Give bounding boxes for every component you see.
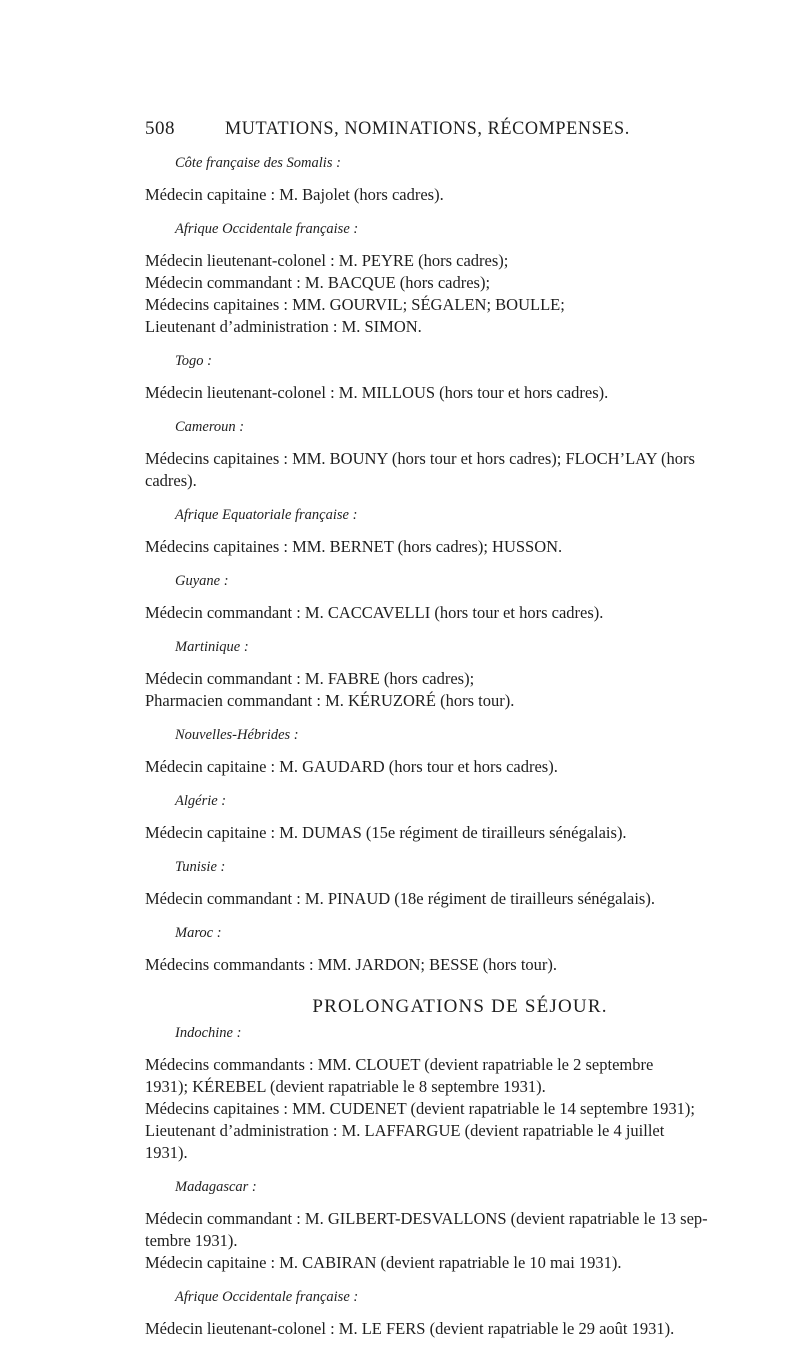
section-line: Médecins capitaines : MM. CUDENET (devient rapatriable le 14 septembre 1931); <box>145 1099 695 1118</box>
section-title: Martinique : <box>175 639 249 655</box>
section-title: Afrique Equatoriale française : <box>175 507 358 523</box>
section-line: Médecin capitaine : M. CABIRAN (devient rapatriable le 10 mai 1931). <box>145 1253 622 1272</box>
section-line: Médecin commandant : M. PINAUD (18e régiment de tirailleurs sénégalais). <box>145 889 655 908</box>
section-line: Médecin capitaine : M. Bajolet (hors cadres). <box>145 185 444 204</box>
section-line: tembre 1931). <box>145 1231 238 1250</box>
section-block <box>145 570 655 624</box>
section-title: Afrique Occidentale française : <box>175 1289 359 1305</box>
section-line: 1931). <box>145 1143 188 1162</box>
section-line: Médecin lieutenant-colonel : M. LE FERS (devient rapatriable le 29 août 1931). <box>145 1319 675 1338</box>
section-block <box>145 1176 708 1274</box>
page-header <box>145 118 655 148</box>
section-line: Médecin commandant : M. FABRE (hors cadres); <box>145 669 475 688</box>
section-title: Côte française des Somalis : <box>175 155 341 171</box>
section-title: Maroc : <box>175 925 222 941</box>
section-line: Médecin commandant : M. BACQUE (hors cadres); <box>145 273 491 292</box>
section-title: Indochine : <box>175 1025 242 1041</box>
section-line: Médecins capitaines : MM. BERNET (hors cadres); HUSSON. <box>145 537 563 556</box>
section-block <box>145 1022 695 1164</box>
section-title: Algérie : <box>175 793 227 809</box>
section-block <box>145 1286 675 1340</box>
section-block <box>145 724 655 778</box>
section-line: Médecin capitaine : M. DUMAS (15e régiment de tirailleurs sénégalais). <box>145 823 627 842</box>
section-line: Médecin lieutenant-colonel : M. PEYRE (hors cadres); <box>145 251 509 270</box>
section-block <box>145 856 655 910</box>
section-title: Togo : <box>175 353 212 369</box>
section-block <box>145 416 695 492</box>
prolongations-heading: PROLONGATIONS DE SÉJOUR. <box>312 996 608 1017</box>
prolongations-sections <box>145 1022 708 1340</box>
section-block <box>145 636 655 712</box>
section-line: 1931); KÉREBEL (devient rapatriable le 8 septembre 1931). <box>145 1077 546 1096</box>
section-block <box>145 350 655 404</box>
section-line: Médecins commandants : MM. CLOUET (devient rapatriable le 2 septembre <box>145 1055 654 1074</box>
section-block <box>145 922 655 976</box>
section-line: Médecins commandants : MM. JARDON; BESSE (hors tour). <box>145 955 558 974</box>
section-line: cadres). <box>145 471 197 490</box>
section-title: Guyane : <box>175 573 229 589</box>
running-title: MUTATIONS, NOMINATIONS, RÉCOMPENSES. <box>225 118 630 139</box>
section-title: Cameroun : <box>175 419 245 435</box>
section-block <box>145 218 655 338</box>
section-title: Nouvelles-Hébrides : <box>175 727 299 743</box>
page-number: 508 <box>145 118 175 139</box>
section-line: Médecin lieutenant-colonel : M. MILLOUS (hors tour et hors cadres). <box>145 383 609 402</box>
section-line: Médecin capitaine : M. GAUDARD (hors tour et hors cadres). <box>145 757 558 776</box>
section-title: Madagascar : <box>175 1179 257 1195</box>
section-line: Médecins capitaines : MM. BOUNY (hors tour et hors cadres); FLOCH’LAY (hors <box>145 449 695 468</box>
section-block <box>145 152 655 206</box>
section-title: Afrique Occidentale française : <box>175 221 359 237</box>
section-line: Lieutenant d’administration : M. LAFFARGUE (devient rapatriable le 4 juillet <box>145 1121 665 1140</box>
section-block <box>145 790 655 844</box>
section-line: Médecin commandant : M. CACCAVELLI (hors tour et hors cadres). <box>145 603 604 622</box>
section-line: Médecins capitaines : MM. GOURVIL; SÉGALEN; BOULLE; <box>145 295 565 314</box>
section-line: Médecin commandant : M. GILBERT-DESVALLONS (devient rapatriable le 13 sep- <box>145 1209 708 1228</box>
section-line: Pharmacien commandant : M. KÉRUZORÉ (hors tour). <box>145 691 515 710</box>
page-content <box>145 150 708 1352</box>
mutations-sections <box>145 152 695 976</box>
section-block <box>145 504 655 558</box>
section-title: Tunisie : <box>175 859 226 875</box>
section-line: Lieutenant d’administration : M. SIMON. <box>145 317 422 336</box>
